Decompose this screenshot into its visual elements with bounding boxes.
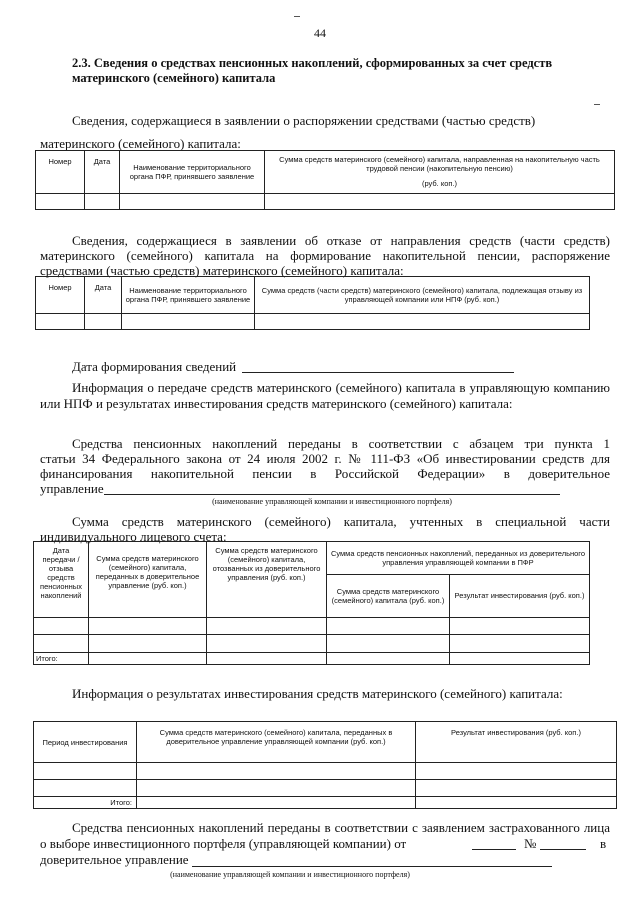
invest-results-label: Информация о результатах инвестирования средств материнского (семейного) капитала: [72,686,563,701]
insured-line-3: доверительное управление [40,852,189,867]
application-date-field[interactable] [472,849,516,850]
refusal-intro-line-1: Сведения, содержащиеся в заявлении об отказе от направления средств (части средств) [72,233,610,248]
table-cell [89,617,207,634]
section-title: 2.3. Сведения о средствах пенсионных накоплений, сформированных за счет средств материнского (семейного) капитала [72,56,553,85]
insured-line-2-part-3: в [600,836,607,851]
table-cell [255,313,590,329]
table-cell [34,779,137,796]
page-number: 44 [314,26,326,40]
insured-line-2-part-1: о выборе инвестиционного портфеля (управляющей компании) от [40,836,407,851]
table-cell [89,635,207,652]
col-transfer-date: Дата передачи /отзыва средств пенсионных накоплений [34,542,89,618]
law-line-2: статьи 34 Федерального закона от 24 июля 2002 г. № 111-ФЗ «Об инвестировании средств для [40,451,610,466]
application-number-field[interactable] [540,849,586,850]
insured-line-1: Средства пенсионных накоплений переданы в соответствии с заявлением застрахованного лица [72,820,610,835]
account-line-2: индивидуального лицевого счета: [40,529,227,544]
col-period: Период инвестирования [34,722,137,763]
transfer-table [33,541,590,665]
col-amount-units: (руб. коп.) [421,179,458,189]
col-number: Номер [36,277,85,314]
table-cell [122,313,255,329]
table-cell [327,617,450,634]
table-cell [327,635,450,652]
total-label: Итого: [34,796,137,808]
table-cell [36,193,85,209]
disposal-intro-line-1: Сведения, содержащиеся в заявлении о распоряжении средствами (частью средств) [72,113,536,128]
refusal-intro-line-2: материнского (семейного) капитала на формирование накопительной пенсии, распоряжение [40,248,610,263]
col-pfr-body: Наименование территориального органа ПФР, принявшего заявление [122,277,255,314]
table-cell [265,193,615,209]
trust-manager-field[interactable] [104,494,560,495]
col-pfr-body: Наименование территориального органа ПФР, принявшего заявление [120,151,265,194]
formation-date-label: Дата формирования сведений [72,359,237,374]
col-transferred: Сумма средств материнского (семейного) капитала, переданных в доверительное управление (руб. коп.) [89,542,207,618]
formation-date-field[interactable] [242,372,514,373]
col-invest-result: Результат инвестирования (руб. коп.) [416,722,617,763]
account-line-1: Сумма средств материнского (семейного) капитала, учтенных в специальной части [72,514,610,529]
scan-mark [294,16,300,17]
table-cell [450,635,590,652]
table-cell [85,313,122,329]
table-cell [450,617,590,634]
col-capital: Сумма средств материнского (семейного) капитала (руб. коп.) [327,574,450,617]
table-cell [34,635,89,652]
table-cell [137,779,416,796]
table-cell [120,193,265,209]
col-group-returned: Сумма средств пенсионных накоплений, переданных из доверительного управления управляющей компании в ПФР [327,542,590,575]
table-cell [89,652,207,664]
table-cell [137,763,416,780]
table-cell [207,652,327,664]
law-line-4: управление [40,481,104,496]
table-cell [416,796,617,808]
col-recalled: Сумма средств материнского (семейного) капитала, отозванных из доверительного управления (руб. коп.) [207,542,327,618]
col-date: Дата [85,151,120,194]
transfer-info-line-1: Информация о передаче средств материнского (семейного) капитала в управляющую компанию [72,380,610,395]
table-cell [207,635,327,652]
table-cell [207,617,327,634]
law-caption: (наименование управляющей компании и инвестиционного портфеля) [212,497,452,506]
invest-results-table [33,721,617,809]
table-cell [34,763,137,780]
col-amount-title: Сумма средств материнского (семейного) капитала, направленная на накопительную часть трудовой пенсии (накопительную пенсию) [279,155,600,174]
disposal-intro-line-2: материнского (семейного) капитала: [40,136,241,151]
refusal-intro-line-3: средствами (частью средств) материнского (семейного) капитала: [40,263,404,278]
transfer-info-line-2: или НПФ и результатах инвестирования средств материнского (семейного) капитала: [40,396,513,411]
refusal-table [35,276,590,330]
scan-mark [594,104,600,105]
table-cell [34,617,89,634]
table-cell [450,652,590,664]
law-line-3: финансирования накопительной пенсии в Российской Федерации» в доверительное [40,466,610,481]
table-cell [416,779,617,796]
insured-line-2-part-2: № [524,836,537,851]
total-label: Итого: [34,652,89,664]
table-cell [416,763,617,780]
disposal-table [35,150,615,210]
law-line-1: Средства пенсионных накоплений переданы в соответствии с абзацем три пункта 1 [72,436,610,451]
col-result: Результат инвестирования (руб. коп.) [450,574,590,617]
insured-caption: (наименование управляющей компании и инвестиционного портфеля) [170,870,410,879]
col-number: Номер [36,151,85,194]
col-transferred-sum: Сумма средств материнского (семейного) капитала, переданных в доверительное управление управляющей компании (руб. коп.) [137,722,416,763]
insured-trust-manager-field[interactable] [192,866,552,867]
table-cell [36,313,85,329]
col-recall-amount: Сумма средств (части средств) материнского (семейного) капитала, подлежащая отзыву из управляющей компании или НПФ (руб. коп.) [255,277,590,314]
table-cell [85,193,120,209]
col-date: Дата [85,277,122,314]
col-amount [265,151,615,194]
table-cell [137,796,416,808]
table-cell [327,652,450,664]
